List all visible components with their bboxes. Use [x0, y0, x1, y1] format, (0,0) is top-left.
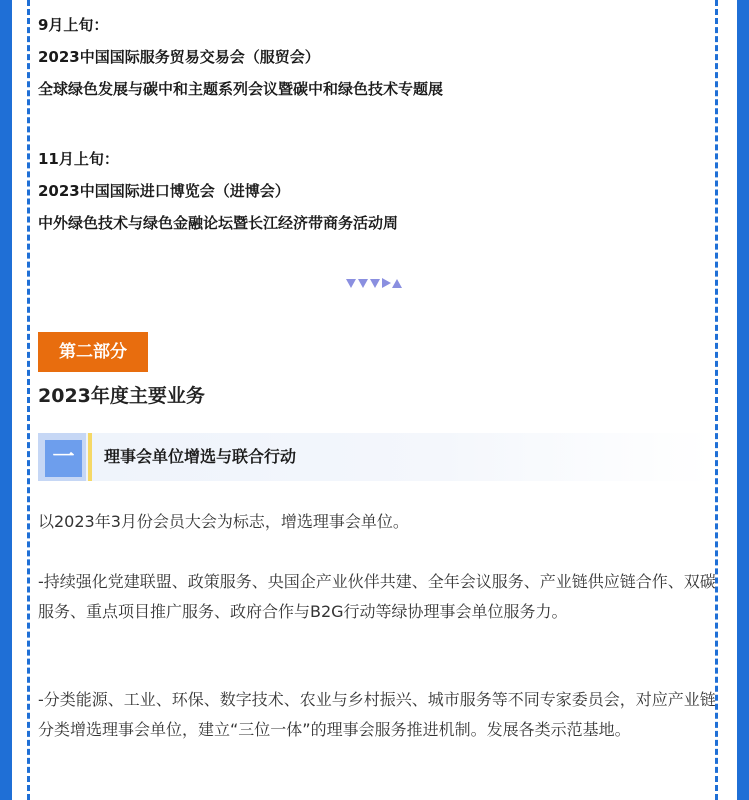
paragraph: 以2023年3月份会员大会为标志，增选理事会单位。 [38, 512, 409, 531]
event-line: 2023中国国际进口博览会（进博会） [38, 182, 290, 200]
event-line: 中外绿色技术与绿色金融论坛暨长江经济带商务活动周 [38, 214, 399, 232]
paragraph: -持续强化党建联盟、政策服务、央国企产业伙伴共建、全年会议服务、产业链供应链合作、双碳服务、重点项目推广服务、政府合作与B2G行动等绿协理事会单位服务力。 [38, 572, 716, 621]
right-dashed-border [715, 0, 718, 800]
part-label-badge: 第二部分 [38, 332, 148, 372]
left-frame-border [0, 0, 12, 800]
right-frame-border [737, 0, 749, 800]
item-number-badge: 一 [45, 440, 82, 477]
event-september [38, 9, 443, 105]
section-title: 2023年度主要业务 [38, 385, 205, 407]
event-period: 11月上旬： [38, 150, 119, 168]
event-period: 9月上旬： [38, 16, 109, 34]
event-line: 全球绿色发展与碳中和主题系列会议暨碳中和绿色技术专题展 [38, 80, 444, 98]
triangle-divider-icon [346, 276, 404, 292]
item-title: 理事会单位增选与联合行动 [104, 447, 297, 466]
event-line: 2023中国国际服务贸易交易会（服贸会） [38, 48, 320, 66]
left-dashed-border [27, 0, 30, 800]
item-accent-bar [88, 433, 92, 481]
paragraph: -分类能源、工业、环保、数字技术、农业与乡村振兴、城市服务等不同专家委员会，对应产业链分类增选理事会单位，建立“三位一体”的理事会服务推进机制。发展各类示范基地。 [38, 690, 716, 739]
event-november [38, 143, 398, 239]
